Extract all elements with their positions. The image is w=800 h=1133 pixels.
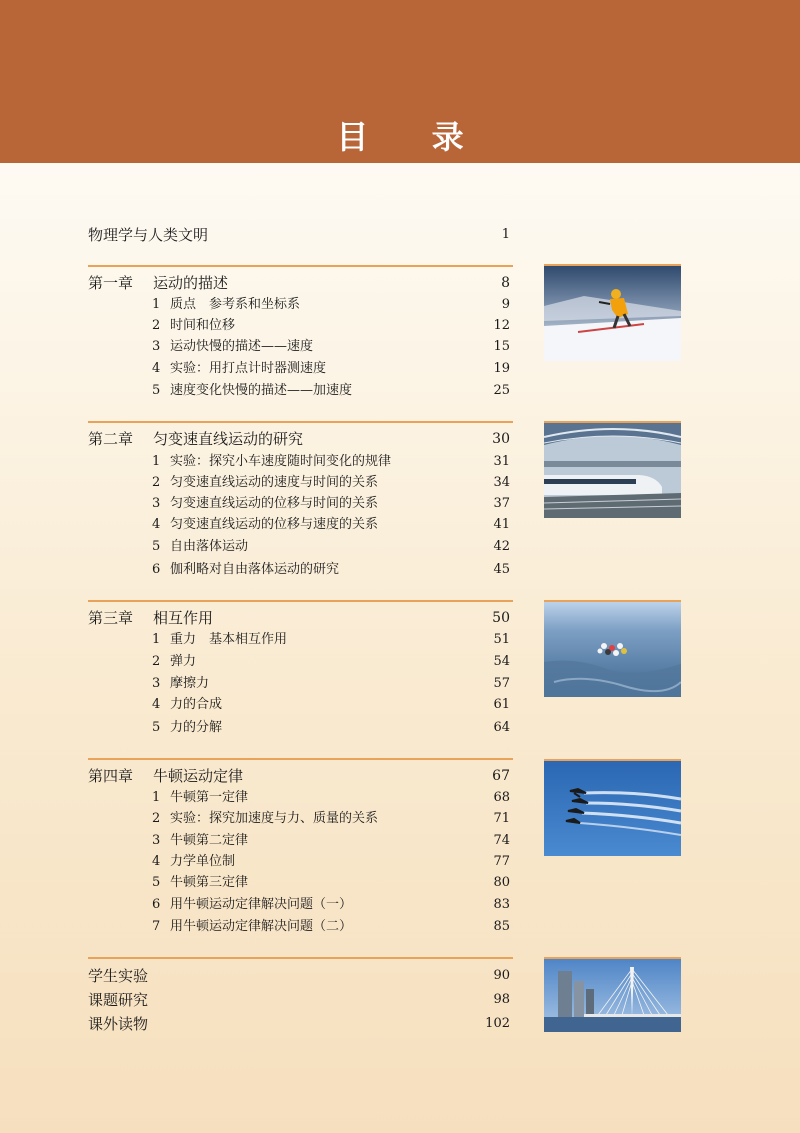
section-number: 6 [152,897,161,912]
section-title: 牛顿第二定律 [170,833,249,848]
toc-page-number: 85 [493,919,510,934]
section-title: 弹力 [170,654,197,669]
section-title: 匀变速直线运动的位移与时间的关系 [170,496,379,511]
jet-formation-photo [544,759,681,856]
toc-page-number: 30 [492,431,510,447]
section-title: 时间和位移 [170,318,236,333]
section-number: 2 [152,811,161,826]
chapter-number: 第四章 [88,767,134,785]
chapter-title: 相互作用 [153,609,214,627]
section-number: 4 [152,854,161,869]
section-title: 用牛顿运动定律解决问题（一） [170,897,353,912]
toc-page-number: 74 [493,833,510,848]
section-number: 5 [152,383,161,398]
section-number: 2 [152,475,161,490]
chapter-number: 第二章 [88,430,134,448]
toc-page-number: 1 [501,227,510,242]
section-number: 3 [152,676,161,691]
toc-page-number: 98 [493,992,510,1007]
toc-page-number: 71 [493,811,510,826]
section-number: 5 [152,539,161,554]
toc-page-number: 61 [493,697,510,712]
toc-page-number: 37 [493,496,510,511]
section-title: 牛顿第一定律 [170,790,249,805]
section-title: 速度变化快慢的描述——加速度 [170,383,353,398]
section-number: 4 [152,697,161,712]
skier-photo [544,264,681,361]
toc-intro-entry[interactable] [0,224,800,246]
toc-page-number: 41 [493,517,510,532]
section-title: 伽利略对自由落体运动的研究 [170,562,340,577]
section-title: 牛顿第三定律 [170,875,249,890]
chapter-divider [88,957,513,959]
toc-section[interactable] [0,380,800,402]
toc-section[interactable] [0,872,800,894]
toc-section[interactable] [0,916,800,938]
toc-page-number: 67 [492,768,510,784]
section-title: 力的分解 [170,720,223,735]
toc-page-number: 25 [493,383,510,398]
section-title: 自由落体运动 [170,539,249,554]
toc-page-number: 12 [493,318,510,333]
section-title: 力学单位制 [170,854,236,869]
toc-page-number: 54 [493,654,510,669]
skydivers-photo [544,600,681,697]
chapter-title: 运动的描述 [153,274,229,292]
section-title: 实验：探究小车速度随时间变化的规律 [170,454,392,469]
section-title: 实验：探究加速度与力、质量的关系 [170,811,379,826]
toc-page-number: 57 [493,676,510,691]
section-title: 匀变速直线运动的位移与速度的关系 [170,517,379,532]
chapter-title: 匀变速直线运动的研究 [153,430,304,448]
toc-page-number: 80 [493,875,510,890]
toc-section[interactable] [0,559,800,581]
chapter-divider [88,600,513,602]
section-number: 2 [152,318,161,333]
section-title: 用牛顿运动定律解决问题（二） [170,919,353,934]
toc-section[interactable] [0,536,800,558]
chapter-number: 第一章 [88,274,134,292]
chapter-divider [88,265,513,267]
header-band [0,0,800,163]
chapter-divider [88,758,513,760]
toc-page-number: 50 [492,610,510,626]
section-title: 重力 基本相互作用 [170,632,288,647]
section-number: 1 [152,454,161,469]
chapter-number: 第三章 [88,609,134,627]
toc-appendix-title: 课题研究 [88,991,149,1009]
section-number: 3 [152,833,161,848]
toc-page-number: 90 [493,968,510,983]
chapter-divider [88,421,513,423]
toc-appendix-title: 学生实验 [88,967,149,985]
toc-page-number: 83 [493,897,510,912]
section-number: 4 [152,361,161,376]
toc-page-number: 77 [493,854,510,869]
section-title: 匀变速直线运动的速度与时间的关系 [170,475,379,490]
high-speed-train-photo [544,421,681,518]
section-number: 3 [152,339,161,354]
toc-page-number: 31 [493,454,510,469]
section-number: 1 [152,632,161,647]
toc-page-number: 64 [493,720,510,735]
section-title: 实验：用打点计时器测速度 [170,361,327,376]
section-number: 5 [152,875,161,890]
toc-page-number: 68 [493,790,510,805]
section-number: 1 [152,297,161,312]
toc-intro-title: 物理学与人类文明 [88,226,209,244]
toc-section[interactable] [0,717,800,739]
section-number: 3 [152,496,161,511]
toc-appendix-title: 课外读物 [88,1015,149,1033]
toc-page-number: 19 [493,361,510,376]
toc-section[interactable] [0,694,800,716]
toc-page-number: 45 [493,562,510,577]
section-title: 力的合成 [170,697,223,712]
toc-page-number: 8 [501,275,510,291]
section-number: 2 [152,654,161,669]
section-number: 7 [152,919,161,934]
section-title: 摩擦力 [170,676,210,691]
toc-section[interactable] [0,894,800,916]
section-title: 质点 参考系和坐标系 [170,297,301,312]
section-title: 运动快慢的描述——速度 [170,339,314,354]
toc-page-number: 51 [493,632,510,647]
toc-page-number: 102 [485,1016,510,1031]
section-number: 6 [152,562,161,577]
toc-page-number: 42 [493,539,510,554]
toc-section[interactable] [0,358,800,380]
page-title: 目 录 [336,118,490,156]
section-number: 5 [152,720,161,735]
cable-bridge-photo [544,957,681,1032]
section-number: 4 [152,517,161,532]
toc-page-number: 15 [493,339,510,354]
toc-page-number: 9 [501,297,510,312]
section-number: 1 [152,790,161,805]
chapter-title: 牛顿运动定律 [153,767,244,785]
toc-page-number: 34 [493,475,510,490]
